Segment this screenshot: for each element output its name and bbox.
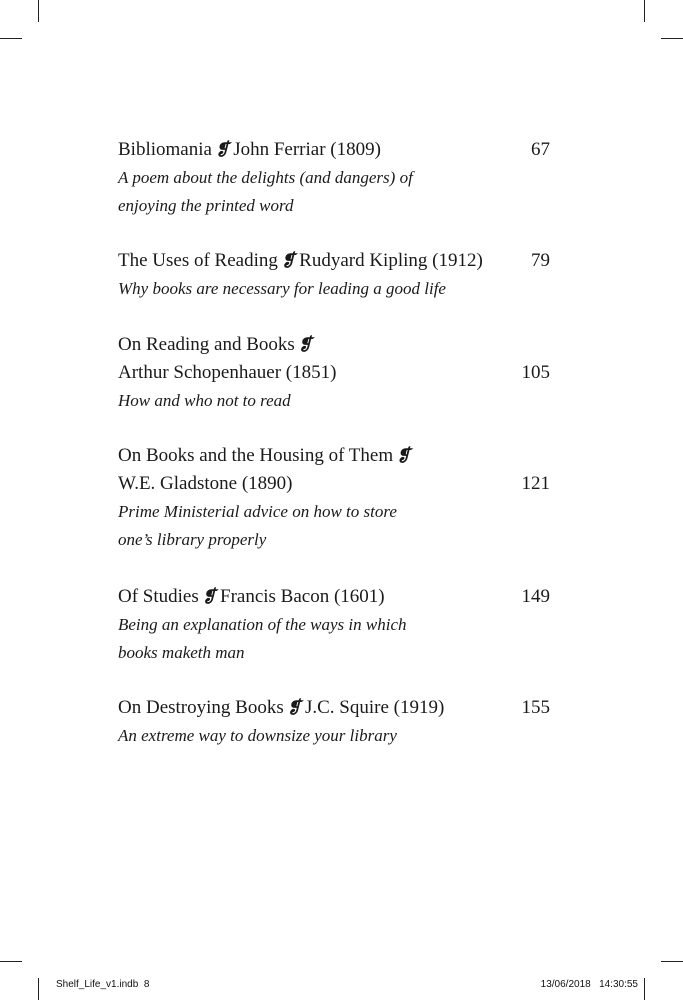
entry-description-line: Being an explanation of the ways in which (118, 615, 407, 634)
entry-heading (118, 136, 381, 164)
entry-page-number: 155 (521, 697, 550, 718)
crop-mark-top-right-vertical (644, 0, 645, 22)
crop-mark-bottom-right-vertical (644, 978, 645, 1000)
entry-author: Francis Bacon (1601) (220, 586, 385, 607)
crop-mark-top-left-vertical (38, 0, 39, 22)
slug-date: 13/06/2018 (540, 979, 591, 990)
pilcrow-icon: ❡ (214, 140, 230, 159)
entry-author: John Ferriar (1809) (233, 139, 381, 160)
entry-heading (118, 583, 385, 611)
entry-author: Arthur Schopenhauer (1851) (118, 362, 337, 383)
slug-timestamp (541, 979, 638, 990)
crop-mark-bottom-left-horizontal (0, 961, 22, 962)
entry-title: The Uses of Reading (118, 250, 278, 271)
entry-page-number: 105 (521, 362, 550, 383)
pilcrow-icon: ❡ (280, 251, 296, 270)
pilcrow-icon: ❡ (297, 335, 313, 354)
entry-page-number: 67 (531, 139, 550, 160)
entry-heading (118, 442, 414, 470)
entry-page-number: 79 (531, 250, 550, 271)
entry-title: Bibliomania (118, 139, 212, 160)
slug-file-info (56, 979, 149, 990)
entry-author: W.E. Gladstone (1890) (118, 473, 293, 494)
entry-description-line: Why books are necessary for leading a good life (118, 279, 446, 298)
slug-filename: Shelf_Life_v1.indb (56, 979, 139, 990)
crop-mark-bottom-right-horizontal (661, 961, 683, 962)
entry-description-line: A poem about the delights (and dangers) of (118, 168, 413, 187)
entry-title: Of Studies (118, 586, 199, 607)
entry-description-line: books maketh man (118, 643, 245, 662)
entry-author: Rudyard Kipling (1912) (299, 250, 483, 271)
crop-mark-bottom-left-vertical (38, 978, 39, 1000)
entry-page-number: 149 (521, 586, 550, 607)
entry-heading (118, 694, 444, 722)
entry-description-line: enjoying the printed word (118, 196, 294, 215)
slug-time: 14:30:55 (599, 979, 638, 990)
crop-mark-top-right-horizontal (661, 38, 683, 39)
entry-description-line: An extreme way to downsize your library (118, 726, 397, 745)
pilcrow-icon: ❡ (286, 698, 301, 717)
pilcrow-icon: ❡ (396, 446, 411, 465)
entry-description-line: one’s library properly (118, 530, 267, 549)
entry-description-line: Prime Ministerial advice on how to store (118, 502, 397, 521)
entry-title: On Books and the Housing of Them (118, 445, 394, 466)
entry-heading (118, 331, 316, 359)
entry-author: J.C. Squire (1919) (304, 697, 445, 718)
crop-mark-top-left-horizontal (0, 38, 22, 39)
pilcrow-icon: ❡ (201, 587, 216, 606)
entry-page-number: 121 (521, 473, 550, 494)
entry-title: On Destroying Books (118, 697, 284, 718)
slug-page-number: 8 (143, 979, 150, 990)
entry-description-line: How and who not to read (118, 391, 291, 410)
entry-heading (118, 247, 483, 275)
entry-title: On Reading and Books (118, 334, 295, 355)
